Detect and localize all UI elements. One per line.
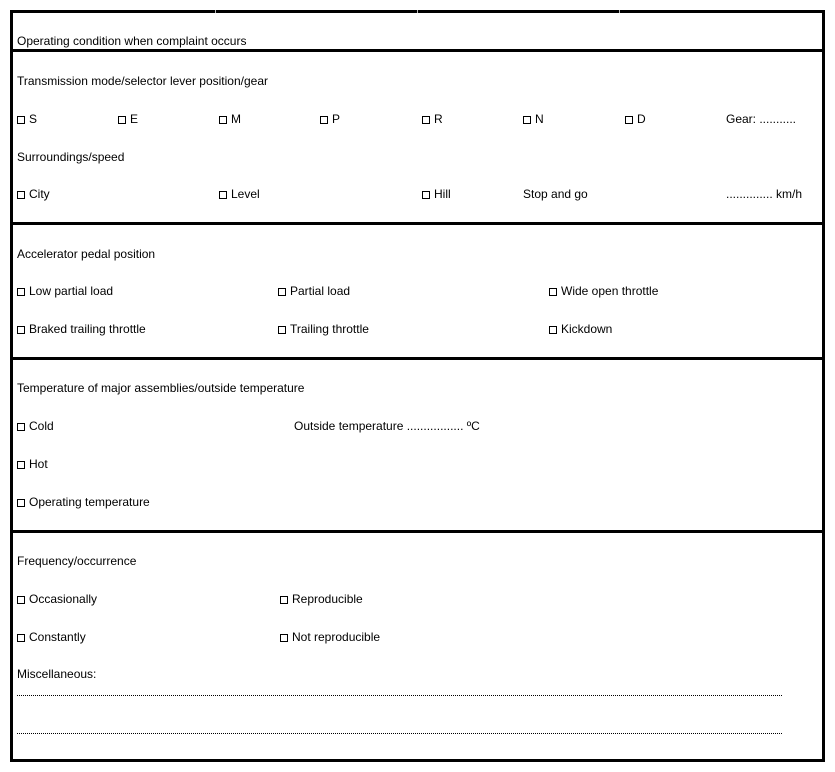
checkbox-label: Braked trailing throttle [29,322,146,336]
checkbox-icon [280,596,288,604]
checkbox-cold[interactable] [17,419,54,433]
checkbox-icon [17,191,25,199]
checkbox-icon [17,596,25,604]
checkbox-icon [17,499,25,507]
checkbox-label: City [29,187,50,201]
checkbox-trailing-throttle[interactable] [278,322,369,336]
checkbox-braked-trailing-throttle[interactable] [17,322,146,336]
checkbox-level[interactable] [219,187,260,201]
checkbox-icon [219,116,227,124]
checkbox-label: Partial load [290,284,351,298]
miscellaneous-label: Miscellaneous: [17,667,97,681]
checkbox-label: Hill [434,187,451,201]
checkbox-label: Occasionally [29,592,98,606]
checkbox-icon [280,634,288,642]
checkbox-label: Reproducible [292,592,363,606]
divider [10,530,825,533]
checkbox-partial-load[interactable] [278,284,350,298]
checkbox-label: E [130,112,139,126]
checkbox-icon [278,288,286,296]
checkbox-icon [17,461,25,469]
stop-and-go-label: Stop and go [523,187,588,201]
checkbox-gear-e[interactable] [118,112,138,126]
checkbox-kickdown[interactable] [549,322,612,336]
checkbox-gear-s[interactable] [17,112,37,126]
checkbox-icon [17,116,25,124]
checkbox-low-partial-load[interactable] [17,284,113,298]
checkbox-icon [320,116,328,124]
section-title-frequency: Frequency/occurrence [17,554,137,568]
column-tick [417,10,418,13]
checkbox-hot[interactable] [17,457,48,471]
divider [10,357,825,360]
checkbox-label: Wide open throttle [561,284,659,298]
column-tick [215,10,216,13]
checkbox-wide-open-throttle[interactable] [549,284,658,298]
checkbox-label: M [231,112,241,126]
divider [10,222,825,225]
checkbox-gear-n[interactable] [523,112,544,126]
outside-temperature-field[interactable]: Outside temperature ................. ºC [294,419,480,433]
checkbox-operating-temperature[interactable] [17,495,150,509]
checkbox-icon [422,191,430,199]
checkbox-constantly[interactable] [17,630,86,644]
checkbox-icon [17,326,25,334]
checkbox-icon [549,326,557,334]
checkbox-icon [17,423,25,431]
checkbox-label: Operating temperature [29,495,150,509]
checkbox-label: Low partial load [29,284,114,298]
column-tick [619,10,620,13]
speed-field[interactable]: .............. km/h [726,187,803,201]
checkbox-icon [17,634,25,642]
checkbox-icon [549,288,557,296]
checkbox-label: Hot [29,457,48,471]
section-title-accelerator: Accelerator pedal position [17,247,156,261]
checkbox-label: P [332,112,341,126]
miscellaneous-line-1[interactable] [17,695,782,696]
checkbox-label: S [29,112,38,126]
checkbox-label: N [535,112,544,126]
checkbox-hill[interactable] [422,187,451,201]
surroundings-title: Surroundings/speed [17,150,125,164]
checkbox-not-reproducible[interactable] [280,630,380,644]
section-title-temperature: Temperature of major assemblies/outside temperature [17,381,305,395]
section-title-operating-condition: Operating condition when complaint occurs [17,34,247,48]
checkbox-gear-p[interactable] [320,112,340,126]
divider [10,49,825,52]
checkbox-label: Kickdown [561,322,613,336]
checkbox-label: Cold [29,419,54,433]
checkbox-icon [422,116,430,124]
checkbox-gear-d[interactable] [625,112,646,126]
checkbox-city[interactable] [17,187,50,201]
checkbox-icon [219,191,227,199]
checkbox-label: Level [231,187,260,201]
checkbox-reproducible[interactable] [280,592,363,606]
gear-field[interactable]: Gear: ........... [726,112,797,126]
section-title-transmission: Transmission mode/selector lever position/gear [17,74,268,88]
checkbox-label: Constantly [29,630,86,644]
checkbox-occasionally[interactable] [17,592,97,606]
checkbox-icon [523,116,531,124]
checkbox-icon [625,116,633,124]
checkbox-gear-r[interactable] [422,112,443,126]
checkbox-icon [278,326,286,334]
checkbox-gear-m[interactable] [219,112,241,126]
checkbox-label: Not reproducible [292,630,381,644]
checkbox-icon [118,116,126,124]
miscellaneous-line-2[interactable] [17,733,782,734]
checkbox-label: R [434,112,443,126]
checkbox-label: Trailing throttle [290,322,369,336]
checkbox-icon [17,288,25,296]
checkbox-label: D [637,112,646,126]
